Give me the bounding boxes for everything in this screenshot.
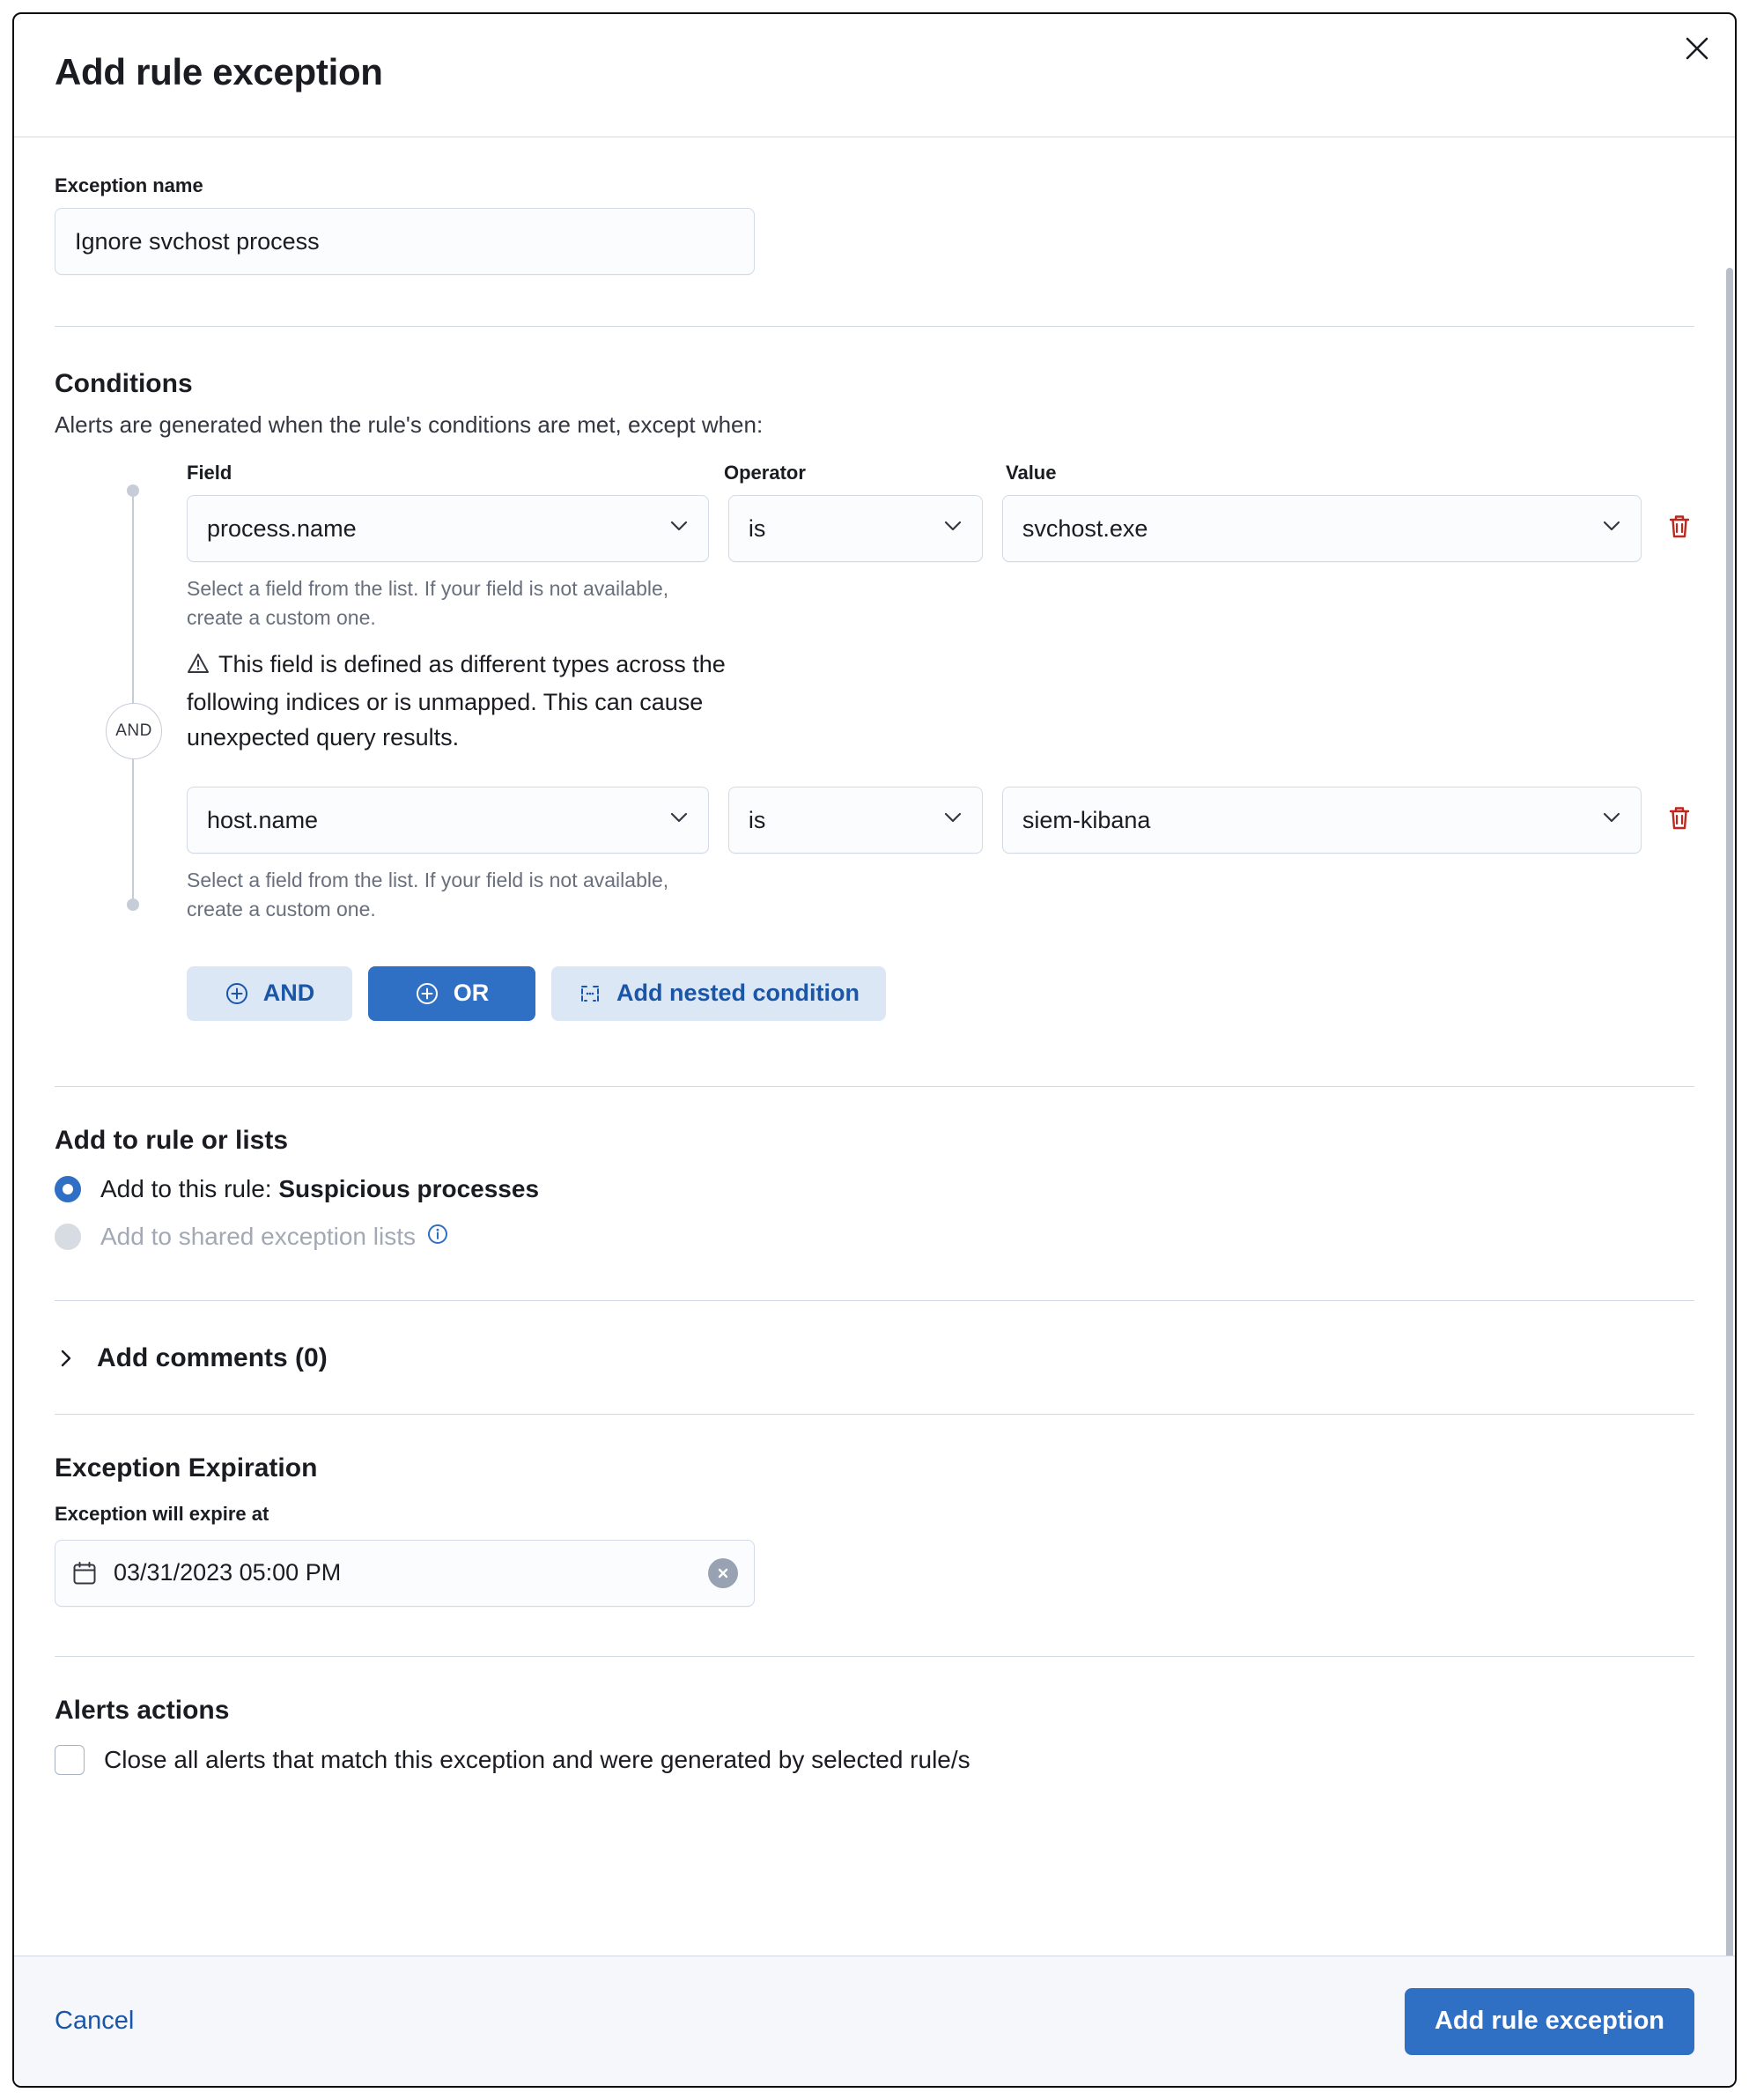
condition-connector-dot-top bbox=[127, 484, 139, 497]
plus-circle-icon bbox=[415, 981, 439, 1006]
condition-value-text-1: svchost.exe bbox=[1022, 514, 1148, 542]
add-or-condition-label: OR bbox=[453, 980, 490, 1007]
add-to-rule-section bbox=[55, 1087, 1694, 1251]
condition-connector-line bbox=[132, 490, 134, 904]
add-and-condition-label: AND bbox=[262, 980, 315, 1007]
modal-content bbox=[14, 137, 1735, 1775]
alerts-actions-section bbox=[55, 1657, 1694, 1775]
modal-header bbox=[14, 14, 1735, 137]
condition-action-buttons bbox=[187, 966, 1694, 1021]
radio-label-add-to-this-rule bbox=[100, 1175, 539, 1203]
add-rule-exception-button[interactable]: Add rule exception bbox=[1405, 1988, 1694, 2055]
conditions-title: Conditions bbox=[55, 369, 193, 398]
radio-indicator-selected bbox=[55, 1176, 81, 1202]
close-matching-alerts-checkbox[interactable] bbox=[55, 1745, 85, 1775]
condition-field-select-2[interactable] bbox=[187, 787, 709, 854]
chevron-down-icon bbox=[941, 514, 964, 543]
exception-expiration-label: Exception will expire at bbox=[55, 1502, 269, 1525]
radio-indicator-unselected bbox=[55, 1224, 81, 1250]
column-header-field: Field bbox=[187, 462, 232, 484]
condition-operator-value-2: is bbox=[748, 806, 766, 833]
warning-icon bbox=[187, 650, 210, 685]
condition-connector-dot-bottom bbox=[127, 898, 139, 911]
delete-condition-button-2[interactable] bbox=[1664, 803, 1694, 838]
exception-name-input[interactable]: Ignore svchost process bbox=[55, 208, 755, 275]
page-title: Add rule exception bbox=[55, 51, 383, 92]
add-and-condition-button[interactable] bbox=[187, 966, 352, 1021]
exception-name-group bbox=[55, 137, 1694, 275]
clear-icon[interactable] bbox=[708, 1558, 738, 1588]
condition-operator-select-2[interactable] bbox=[728, 787, 983, 854]
add-comments-accordion[interactable] bbox=[55, 1343, 1694, 1373]
date-input-content bbox=[71, 1559, 341, 1586]
conditions-builder bbox=[55, 462, 1694, 1021]
radio-label-prefix: Add to this rule: bbox=[100, 1174, 279, 1202]
condition-value-text-2: siem-kibana bbox=[1022, 806, 1151, 833]
warning-text-1: This field is defined as different types across the following indices or is unmapped. This can cause unexpected query results. bbox=[187, 651, 726, 751]
condition-field-warning-1 bbox=[187, 647, 733, 755]
exception-expiration-value: 03/31/2023 05:00 PM bbox=[114, 1559, 342, 1586]
column-header-operator: Operator bbox=[724, 462, 806, 484]
condition-row bbox=[187, 495, 1694, 562]
close-matching-alerts-option[interactable] bbox=[55, 1745, 1694, 1775]
chevron-down-icon bbox=[668, 806, 690, 835]
plus-circle-icon bbox=[225, 981, 249, 1006]
conditions-subtitle: Alerts are generated when the rule's conditions are met, except when: bbox=[55, 411, 764, 438]
close-icon[interactable] bbox=[1677, 28, 1717, 69]
conditions-section bbox=[55, 327, 1694, 1021]
add-rule-exception-modal bbox=[12, 12, 1737, 2088]
radio-label-add-to-shared-lists: Add to shared exception lists bbox=[100, 1222, 416, 1250]
alerts-actions-title: Alerts actions bbox=[55, 1695, 230, 1725]
close-matching-alerts-label: Close all alerts that match this exception and were generated by selected rule/s bbox=[104, 1745, 970, 1773]
condition-column-headers bbox=[187, 462, 1694, 484]
chevron-right-icon bbox=[55, 1347, 77, 1370]
delete-condition-button-1[interactable] bbox=[1664, 512, 1694, 546]
chevron-down-icon bbox=[1600, 806, 1623, 835]
exception-expiration-input[interactable] bbox=[55, 1540, 755, 1607]
exception-name-label: Exception name bbox=[55, 174, 203, 196]
condition-field-select-1[interactable] bbox=[187, 495, 709, 562]
exception-expiration-title: Exception Expiration bbox=[55, 1453, 318, 1483]
chevron-down-icon bbox=[941, 806, 964, 835]
condition-field-helper-2: Select a field from the list. If your field is not available, create a custom one. bbox=[187, 869, 669, 921]
condition-row bbox=[187, 787, 1694, 854]
radio-label-rule-name: Suspicious processes bbox=[278, 1174, 540, 1202]
condition-value-select-2[interactable] bbox=[1002, 787, 1642, 854]
and-connector-badge: AND bbox=[106, 703, 162, 759]
modal-footer bbox=[14, 1956, 1735, 2086]
add-or-condition-button[interactable] bbox=[368, 966, 535, 1021]
exception-expiration-section bbox=[55, 1415, 1694, 1607]
add-comments-label: Add comments (0) bbox=[97, 1342, 328, 1372]
nested-brackets-icon bbox=[578, 981, 602, 1006]
condition-field-value-1: process.name bbox=[207, 514, 357, 542]
condition-value-select-1[interactable] bbox=[1002, 495, 1642, 562]
calendar-icon bbox=[71, 1560, 98, 1586]
radio-option-add-to-shared-lists[interactable] bbox=[55, 1223, 1694, 1251]
chevron-down-icon bbox=[1600, 514, 1623, 543]
condition-field-helper-1: Select a field from the list. If your field is not available, create a custom one. bbox=[187, 577, 669, 629]
chevron-down-icon bbox=[668, 514, 690, 543]
add-nested-condition-label: Add nested condition bbox=[616, 980, 860, 1007]
column-header-value: Value bbox=[1006, 462, 1057, 484]
comments-section bbox=[55, 1301, 1694, 1414]
radio-option-add-to-this-rule[interactable] bbox=[55, 1175, 1694, 1203]
condition-operator-select-1[interactable] bbox=[728, 495, 983, 562]
add-nested-condition-button[interactable] bbox=[551, 966, 886, 1021]
info-icon[interactable] bbox=[426, 1223, 449, 1250]
condition-operator-value-1: is bbox=[748, 514, 766, 542]
cancel-button[interactable]: Cancel bbox=[55, 2007, 135, 2035]
add-to-rule-title: Add to rule or lists bbox=[55, 1125, 289, 1155]
modal-body bbox=[14, 137, 1735, 1956]
condition-field-value-2: host.name bbox=[207, 806, 319, 833]
